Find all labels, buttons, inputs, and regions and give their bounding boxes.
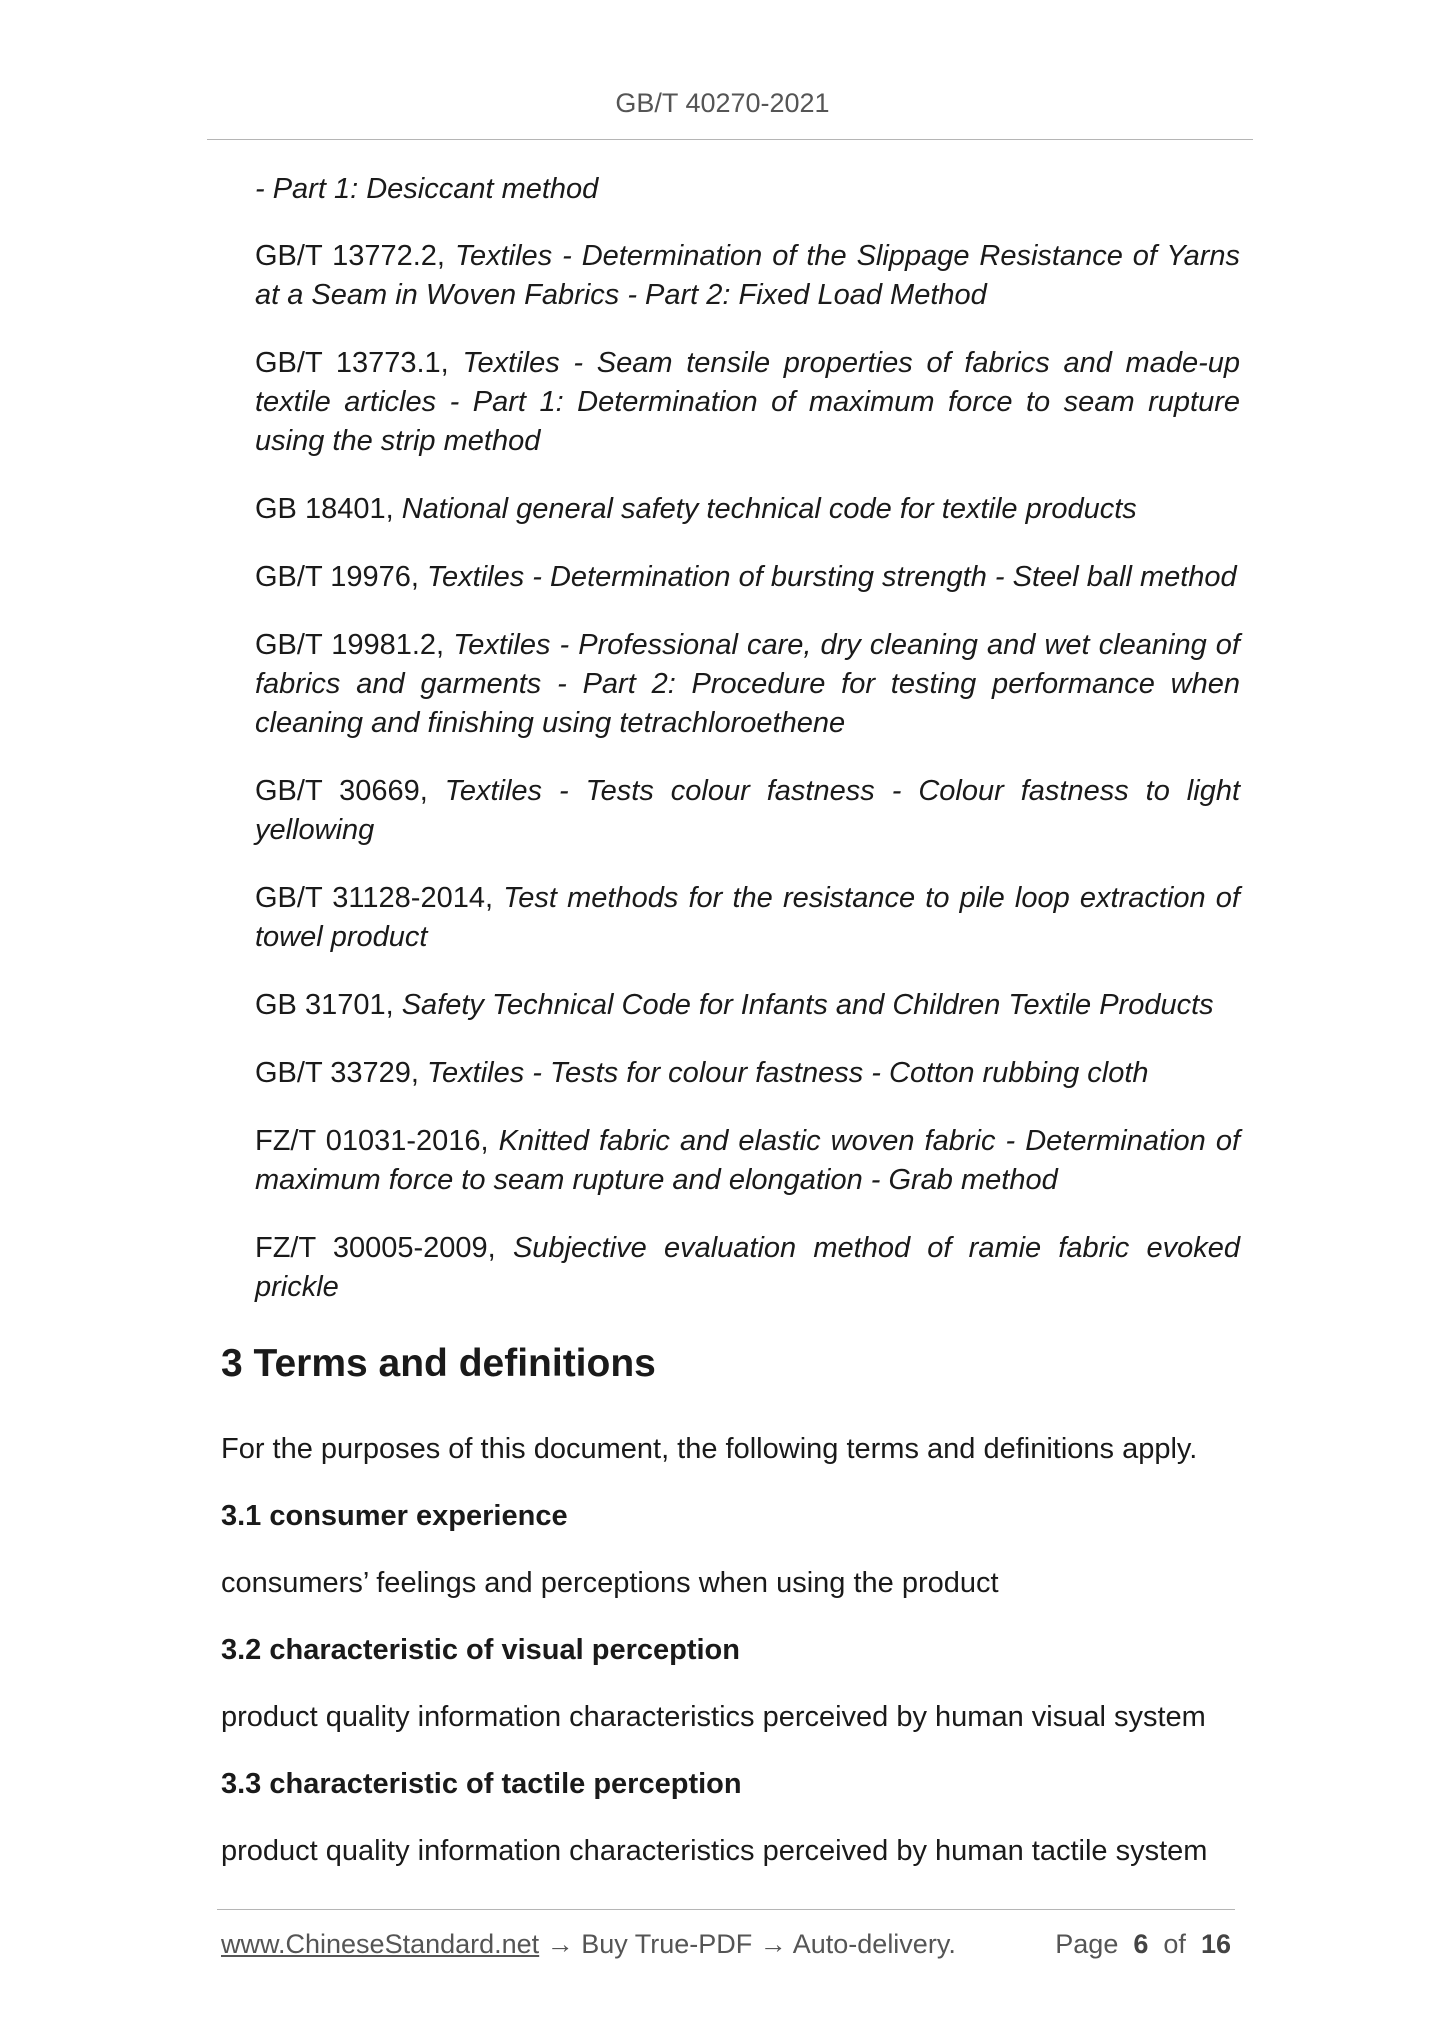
term-definition: product quality information characteristics perceived by human tactile system bbox=[221, 1835, 1208, 1867]
reference-item bbox=[255, 626, 1240, 743]
page-number bbox=[1055, 1929, 1231, 1960]
reference-title: Textiles - Determination of the Slippage Resistance of Yarns at a Seam in Woven Fabrics - Part 2: Fixed Load Method bbox=[255, 240, 1240, 311]
footer-divider bbox=[217, 1909, 1235, 1910]
reference-title: Textiles - Tests for colour fastness - Cotton rubbing cloth bbox=[426, 1057, 1149, 1089]
reference-title: National general safety technical code for textile products bbox=[401, 493, 1137, 525]
reference-item bbox=[255, 237, 1240, 315]
section-intro: For the purposes of this document, the following terms and definitions apply. bbox=[221, 1433, 1198, 1465]
reference-title: Textiles - Seam tensile properties of fabrics and made-up textile articles - Part 1: Determination of maximum force to seam rupture using the strip method bbox=[255, 347, 1241, 457]
page-header bbox=[0, 88, 1445, 119]
reference-item bbox=[255, 772, 1240, 850]
footer-promo bbox=[221, 1929, 956, 1960]
reference-item bbox=[255, 1122, 1240, 1200]
section-title: 3 Terms and definitions bbox=[221, 1342, 656, 1385]
term-definition: product quality information characteristics perceived by human visual system bbox=[221, 1701, 1206, 1733]
header-doc-id: GB/T 40270-2021 bbox=[615, 88, 830, 118]
reference-code: GB 31701, bbox=[255, 989, 394, 1021]
reference-code: GB/T 33729, bbox=[255, 1057, 419, 1089]
reference-item bbox=[255, 170, 1240, 209]
term-heading: 3.1 consumer experience bbox=[221, 1500, 568, 1532]
reference-code: GB/T 31128-2014, bbox=[255, 882, 494, 914]
reference-item bbox=[255, 1229, 1240, 1307]
page-total: 16 bbox=[1200, 1929, 1231, 1959]
reference-code: GB/T 13773.1, bbox=[255, 347, 449, 379]
reference-title: Safety Technical Code for Infants and Children Textile Products bbox=[401, 989, 1214, 1021]
website-link[interactable]: www.ChineseStandard.net bbox=[221, 1929, 540, 1959]
reference-code: FZ/T 30005-2009, bbox=[255, 1232, 496, 1264]
reference-code: GB/T 19976, bbox=[255, 561, 419, 593]
reference-code: GB/T 30669, bbox=[255, 775, 428, 807]
term-heading: 3.3 characteristic of tactile perception bbox=[221, 1768, 742, 1800]
reference-item bbox=[255, 1054, 1240, 1093]
reference-item bbox=[255, 558, 1240, 597]
reference-title: Subjective evaluation method of ramie fabric evoked prickle bbox=[255, 1232, 1240, 1303]
normative-references-list bbox=[255, 170, 1240, 1336]
reference-title: Textiles - Professional care, dry cleaning and wet cleaning of fabrics and garments - Part 2: Procedure for testing performance when cleaning and finishing using tetrachloroethene bbox=[255, 629, 1240, 739]
reference-item bbox=[255, 879, 1240, 957]
reference-code: GB 18401, bbox=[255, 493, 394, 525]
reference-title: - Part 1: Desiccant method bbox=[255, 173, 599, 205]
footer-promo-text: → Buy True-PDF → Auto-delivery. bbox=[539, 1929, 956, 1959]
reference-title: Test methods for the resistance to pile loop extraction of towel product bbox=[255, 882, 1240, 953]
terms-definitions-section bbox=[221, 1340, 1251, 1899]
page-current: 6 bbox=[1133, 1929, 1149, 1959]
term-heading: 3.2 characteristic of visual perception bbox=[221, 1634, 740, 1666]
reference-item bbox=[255, 986, 1240, 1025]
reference-code: GB/T 19981.2, bbox=[255, 629, 445, 661]
of-label: of bbox=[1163, 1929, 1186, 1959]
reference-item bbox=[255, 490, 1240, 529]
term-definition: consumers’ feelings and perceptions when using the product bbox=[221, 1567, 999, 1599]
reference-code: FZ/T 01031-2016, bbox=[255, 1125, 489, 1157]
reference-title: Textiles - Tests colour fastness - Colour fastness to light yellowing bbox=[255, 775, 1241, 846]
header-divider bbox=[207, 139, 1253, 140]
reference-title: Textiles - Determination of bursting strength - Steel ball method bbox=[426, 561, 1237, 593]
reference-title: Knitted fabric and elastic woven fabric - Determination of maximum force to seam rupture and elongation - Grab method bbox=[255, 1125, 1241, 1196]
reference-code: GB/T 13772.2, bbox=[255, 240, 445, 272]
page-label: Page bbox=[1055, 1929, 1119, 1959]
reference-item bbox=[255, 344, 1240, 461]
